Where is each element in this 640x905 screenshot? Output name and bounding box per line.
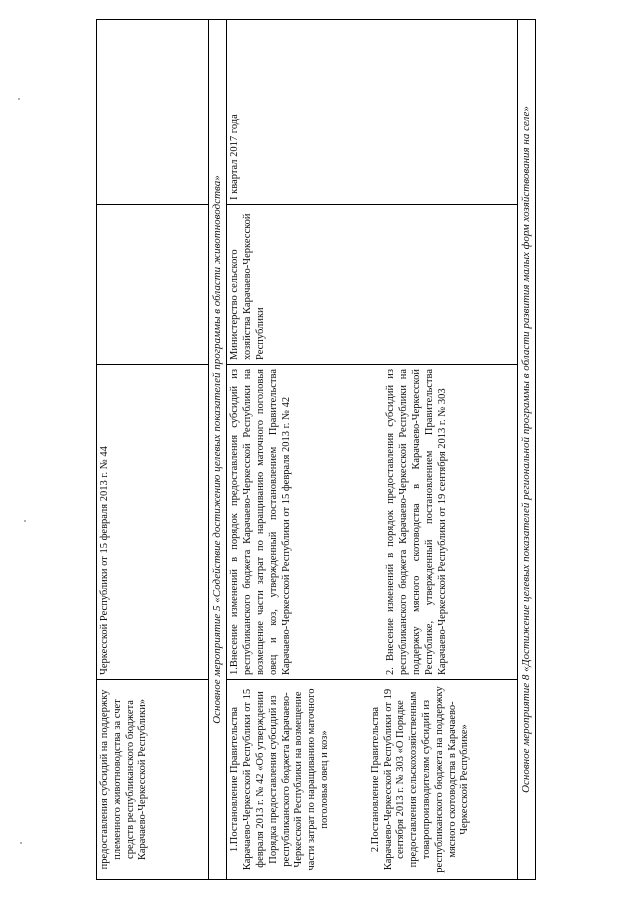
legal-act-1: 1.Постановление Правительства Карачаево-Черкесской Республики от 15 февраля 2013 г. № 42 «Об утверждении Порядка предоставления субсидий из республиканского бюджета Карачаево-Черкесской Республики на возмещение части затрат по наращиванию маточного поголовья овец и коз» xyxy=(229,688,330,871)
scan-speck xyxy=(20,842,22,844)
amendment-1: 1.Внесение изменений в порядок предоставления субсидий из республиканского бюджета Карачаево-Черкесской Республики на возмещение части затрат по наращиванию маточного поголовья овец и коз, утвержденный постановлением Правительства Карачаево-Черкесской Республики от 15 февраля 2013 г. № 42 xyxy=(229,369,292,675)
row-5-responsible: Министерство сельского хозяйства Карачаево-Черкесской Республики xyxy=(227,205,517,365)
scan-speck xyxy=(18,98,20,100)
section-row-8 xyxy=(517,20,535,880)
row-top-col1: предоставления субсидий на поддержку племенного животноводства за счет средств республиканского бюджета Карачаево-Черкесской Республики» xyxy=(97,680,209,880)
row-5-col1 xyxy=(227,680,517,880)
section-8-heading: Основное мероприятие 8 «Достижение целевых показателей региональной программы в области развития малых форм хозяйствования на селе» xyxy=(517,20,535,880)
section-row-5 xyxy=(209,20,227,880)
row-5-deadline: I квартал 2017 года xyxy=(227,20,517,205)
scan-speck xyxy=(24,520,26,522)
section-5-heading: Основное мероприятие 5 «Содействие достижению целевых показателей программы в области животноводства» xyxy=(209,20,227,880)
table-row xyxy=(97,20,209,880)
amendment-2: 2. Внесение изменений в порядок предоставления субсидий из республиканского бюджета Карачаево-Черкесской Республики на поддержку мясного скотоводства в Карачаево-Черкесской Республике, утвержденный постановлением Правительства Карачаево-Черкесской Республики от 19 сентября 2013 г. № 303 xyxy=(385,369,448,675)
legal-act-2: 2.Постановление Правительства Карачаево-Черкесской Республики от 19 сентября 2013 г. № 303 «О Порядке предоставления сельскохозяйственным товаропроизводителям субсидий из республиканского бюджета на поддержку мясного скотоводства в Карачаево-Черкесской Республике» xyxy=(369,686,471,873)
table-row xyxy=(227,20,517,880)
row-5-col2 xyxy=(227,365,517,680)
rotated-table-container xyxy=(96,20,536,880)
row-top-col4 xyxy=(97,20,209,205)
measures-table xyxy=(96,19,536,880)
row-top-col3 xyxy=(97,205,209,365)
row-top-col2: Черкесской Республики от 15 февраля 2013 г. № 44 xyxy=(97,365,209,680)
